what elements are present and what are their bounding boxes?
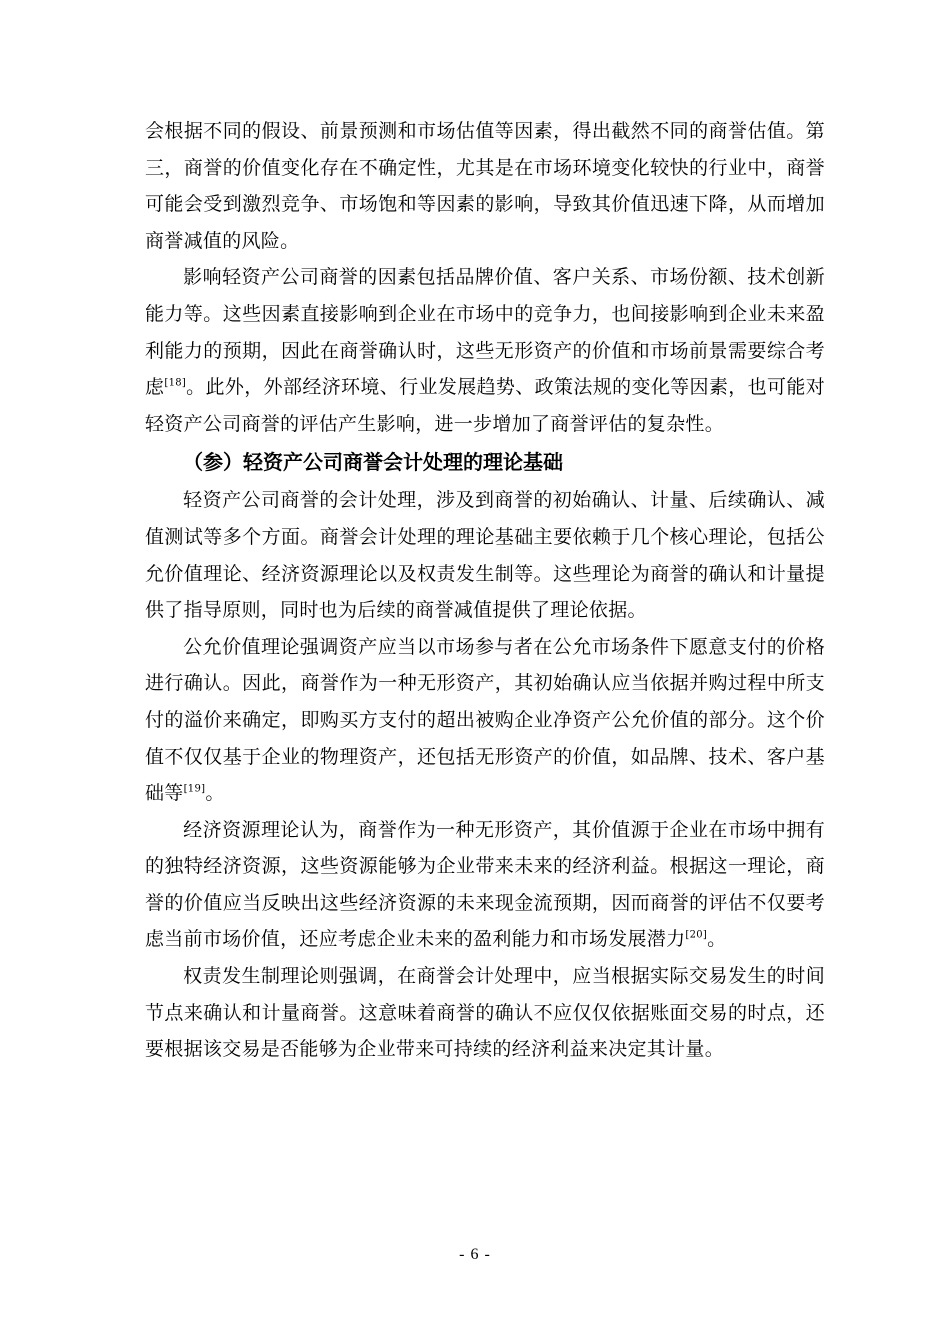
- paragraph-text-tail: 。此外，外部经济环境、行业发展趋势、政策法规的变化等因素，也可能对轻资产公司商誉的评估产生影响，进一步增加了商誉评估的复杂性。: [145, 376, 825, 435]
- section-heading: （参）轻资产公司商誉会计处理的理论基础: [183, 450, 563, 475]
- paragraph-accrual-basis-theory: [145, 958, 825, 1068]
- paragraph-text: 轻资产公司商誉的会计处理，涉及到商誉的初始确认、计量、后续确认、减值测试等多个方面。商誉会计处理的理论基础主要依赖于几个核心理论，包括公允价值理论、经济资源理论以及权责发生制等。这些理论为商誉的确认和计量提供了指导原则，同时也为后续的商誉减值提供了理论依据。: [145, 489, 825, 622]
- citation-ref: [19]: [183, 783, 206, 795]
- citation-ref: [18]: [164, 377, 187, 389]
- paragraph-text-tail: 。: [205, 782, 225, 805]
- paragraph-fair-value-theory: [145, 629, 825, 812]
- paragraph-text: 经济资源理论认为，商誉作为一种无形资产，其价值源于企业在市场中拥有的独特经济资源，这些资源能够为企业带来未来的经济利益。根据这一理论，商誉的价值应当反映出这些经济资源的未来现金流预期，因而商誉的评估不仅要考虑当前市场价值，还应考虑企业未来的盈利能力和市场发展潜力: [145, 818, 825, 951]
- paragraph-continuation: [145, 113, 825, 259]
- paragraph-text-tail: 。: [707, 928, 727, 951]
- page-number: - 6 -: [459, 1246, 491, 1263]
- paragraph-text: 会根据不同的假设、前景预测和市场估值等因素，得出截然不同的商誉估值。第三，商誉的价值变化存在不确定性，尤其是在市场环境变化较快的行业中，商誉可能会受到激烈竞争、市场饱和等因素的影响，导致其价值迅速下降，从而增加商誉减值的风险。: [145, 120, 825, 252]
- paragraph-accounting-overview: [145, 482, 825, 628]
- paragraph-influencing-factors: [145, 259, 825, 442]
- paragraph-text: 权责发生制理论则强调，在商誉会计处理中，应当根据实际交易发生的时间节点来确认和计量商誉。这意味着商誉的确认不应仅仅依据账面交易的时点，还要根据该交易是否能够为企业带来可持续的经济利益来决定其计量。: [145, 965, 825, 1061]
- paragraph-text: 影响轻资产公司商誉的因素包括品牌价值、客户关系、市场份额、技术创新能力等。这些因素直接影响到企业在市场中的竞争力，也间接影响到企业未来盈利能力的预期，因此在商誉确认时，这些无形资产的价值和市场前景需要综合考虑: [145, 266, 825, 399]
- citation-ref: [20]: [685, 930, 708, 942]
- paragraph-text: 公允价值理论强调资产应当以市场参与者在公允市场条件下愿意支付的价格进行确认。因此，商誉作为一种无形资产，其初始确认应当依据并购过程中所支付的溢价来确定，即购买方支付的超出被购企业净资产公允价值的部分。这个价值不仅仅基于企业的物理资产，还包括无形资产的价值，如品牌、技术、客户基础等: [145, 635, 825, 805]
- paragraph-economic-resource-theory: [145, 812, 825, 958]
- page-body: [145, 113, 825, 1068]
